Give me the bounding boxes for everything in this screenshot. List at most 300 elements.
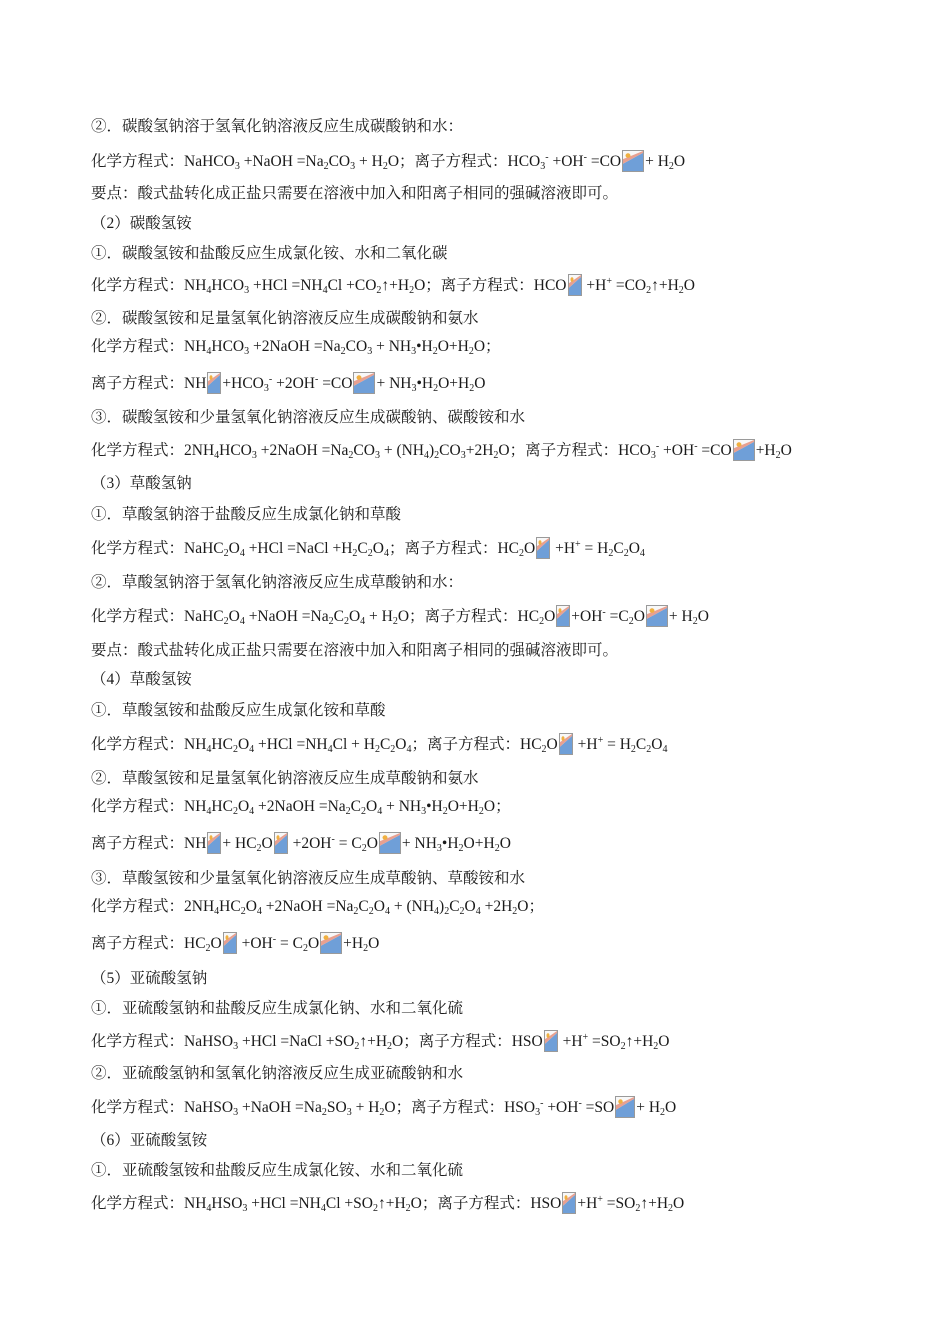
text-segment: 化学方程式：NaHC: [91, 540, 224, 557]
subscript: 2: [668, 161, 674, 172]
text-segment: O: [348, 608, 361, 625]
text-segment: + H: [636, 1099, 661, 1116]
text-line: [91, 640, 618, 662]
subscript: 2: [367, 548, 373, 559]
text-segment: +OH: [543, 1099, 579, 1116]
subscript: 4: [249, 744, 255, 755]
text-segment: O: [395, 736, 407, 753]
text-segment: O: [665, 1099, 677, 1116]
text-segment: O: [780, 442, 792, 459]
subscript: 4: [206, 1203, 212, 1214]
subscript: 2: [232, 744, 238, 755]
text-line: [91, 572, 463, 594]
subscript: 3: [535, 1107, 541, 1118]
subscript: 2: [458, 843, 464, 854]
text-line: [91, 1130, 207, 1152]
subscript: 4: [424, 450, 429, 461]
text-segment: + NH: [376, 375, 412, 392]
superscript: +: [606, 276, 612, 287]
subscript: 4: [662, 744, 668, 755]
text-segment: =CO: [697, 442, 732, 459]
subscript: 4: [322, 285, 328, 296]
text-segment: CO: [439, 442, 461, 459]
subscript: 2: [240, 906, 246, 917]
text-segment: 化学方程式：NaHSO: [91, 1099, 234, 1116]
text-segment: +2OH: [288, 835, 332, 852]
subscript: 2: [409, 285, 415, 296]
text-segment: （5）亚硫酸氢钠: [91, 970, 208, 987]
text-segment: = C: [334, 835, 362, 852]
text-segment: O；离子方程式：HCO: [414, 277, 567, 294]
text-segment: + H: [365, 608, 393, 625]
text-segment: O: [651, 736, 663, 753]
text-segment: •H: [416, 375, 434, 392]
subscript: 2: [646, 285, 652, 296]
text-segment: ①．亚硫酸氢钠和盐酸反应生成氯化钠、水和二氧化硫: [91, 1000, 464, 1017]
subscript: 4: [214, 906, 220, 917]
subscript: 4: [360, 616, 366, 627]
superscript: +: [597, 1194, 603, 1205]
subscript: 2: [205, 943, 211, 954]
superscript: -: [602, 607, 606, 618]
subscript: 2: [442, 806, 448, 817]
text-segment: 离子方程式：HC: [91, 935, 206, 952]
text-line: [91, 1096, 676, 1119]
text-segment: O: [373, 898, 385, 915]
text-segment: Cl +SO: [325, 1195, 373, 1212]
text-segment: 化学方程式：2NH: [91, 898, 215, 915]
text-segment: +HCl =NH: [254, 736, 328, 753]
text-segment: O: [464, 898, 476, 915]
text-segment: +H: [551, 540, 576, 557]
text-segment: O；: [517, 898, 544, 915]
subscript: 4: [327, 744, 333, 755]
text-segment: +H: [582, 277, 607, 294]
subscript: 2: [361, 843, 367, 854]
text-line: [91, 407, 525, 429]
text-segment: + (NH: [389, 898, 435, 915]
broken-image-icon: [207, 832, 221, 854]
subscript: 3: [251, 450, 257, 461]
text-segment: O: [673, 153, 686, 170]
text-segment: HCO: [211, 338, 245, 355]
text-line: [91, 183, 618, 205]
text-segment: ②．草酸氢钠溶于氢氧化钠溶液反应生成草酸钠和水：: [91, 574, 464, 591]
subscript: 2: [469, 383, 475, 394]
subscript: 2: [368, 906, 374, 917]
text-segment: +H: [558, 1033, 583, 1050]
subscript: 2: [653, 1041, 659, 1052]
text-segment: ): [429, 442, 435, 459]
text-segment: +HCO: [222, 375, 264, 392]
subscript: 2: [302, 943, 308, 954]
text-segment: O: [628, 540, 640, 557]
subscript: 2: [630, 744, 636, 755]
subscript: 4: [475, 906, 481, 917]
text-line: [91, 537, 645, 560]
text-segment: =CO: [611, 277, 647, 294]
text-line: [91, 1192, 684, 1215]
subscript: 2: [376, 285, 382, 296]
subscript: 2: [390, 744, 396, 755]
text-segment: O: [683, 277, 695, 294]
text-segment: + H: [668, 608, 693, 625]
broken-image-icon: [353, 372, 375, 394]
text-segment: O: [366, 835, 378, 852]
text-line: [91, 768, 479, 790]
text-segment: ①．草酸氢铵和盐酸反应生成氯化铵和草酸: [91, 702, 386, 719]
subscript: 4: [214, 450, 220, 461]
subscript: 2: [348, 450, 354, 461]
text-segment: O: [245, 898, 257, 915]
text-segment: 要点：酸式盐转化成正盐只需要在溶液中加入和阳离子相同的强碱溶液即可。: [91, 642, 619, 659]
text-segment: O: [524, 540, 536, 557]
subscript: 3: [411, 346, 417, 357]
broken-image-icon: [556, 605, 570, 627]
superscript: -: [655, 441, 660, 452]
text-segment: C: [357, 540, 368, 557]
subscript: 3: [263, 383, 269, 394]
subscript: 2: [354, 1041, 360, 1052]
subscript: 2: [493, 450, 499, 461]
text-segment: O；离子方程式：HCO: [387, 153, 541, 170]
text-segment: ②．碳酸氢铵和足量氢氧化钠溶液反应生成碳酸钠和氨水: [91, 310, 479, 327]
subscript: 4: [206, 285, 212, 296]
subscript: 3: [242, 1203, 248, 1214]
text-segment: O+H: [447, 798, 479, 815]
text-segment: O；离子方程式：HC: [397, 608, 540, 625]
subscript: 2: [361, 806, 367, 817]
subscript: 2: [646, 744, 652, 755]
text-line: [91, 213, 192, 235]
text-line: [91, 504, 401, 526]
subscript: 2: [232, 806, 238, 817]
subscript: 2: [620, 1041, 626, 1052]
text-segment: C: [449, 898, 460, 915]
text-segment: =C: [605, 608, 629, 625]
broken-image-icon: [320, 932, 342, 954]
text-segment: O；: [483, 798, 511, 815]
text-segment: ③．草酸氢铵和少量氢氧化钠溶液反应生成草酸钠、草酸铵和水: [91, 870, 526, 887]
superscript: -: [272, 934, 277, 945]
text-segment: +H: [577, 1195, 598, 1212]
superscript: -: [583, 152, 587, 163]
broken-image-icon: [562, 1192, 576, 1214]
subscript: 2: [392, 616, 398, 627]
text-segment: +2H: [480, 898, 513, 915]
superscript: -: [314, 374, 319, 385]
subscript: 2: [382, 161, 388, 172]
subscript: 4: [239, 548, 245, 559]
text-segment: ①．亚硫酸氢铵和盐酸反应生成氯化铵、水和二氧化硫: [91, 1162, 464, 1179]
superscript: -: [694, 441, 698, 452]
superscript: +: [582, 1032, 589, 1043]
subscript: 4: [206, 346, 212, 357]
text-segment: +2NaOH =Na: [254, 798, 346, 815]
subscript: 3: [650, 450, 656, 461]
text-segment: ↑+H: [381, 277, 410, 294]
subscript: 2: [353, 906, 359, 917]
text-line: [91, 1030, 670, 1053]
text-segment: + NH: [401, 835, 437, 852]
text-line: [91, 243, 448, 265]
subscript: 3: [233, 1107, 239, 1118]
text-segment: C: [613, 540, 624, 557]
text-segment: +NaOH =Na: [244, 608, 329, 625]
text-line: [91, 669, 192, 691]
text-segment: ↑+H: [651, 277, 679, 294]
subscript: 4: [639, 548, 645, 559]
subscript: 2: [372, 1203, 378, 1214]
text-segment: HC: [219, 898, 241, 915]
subscript: 2: [775, 450, 781, 461]
text-segment: 化学方程式：2NH: [91, 442, 215, 459]
subscript: 2: [512, 906, 518, 917]
broken-image-icon: [544, 1030, 558, 1052]
broken-image-icon: [615, 1096, 635, 1118]
text-segment: •H: [441, 835, 459, 852]
text-segment: ): [439, 898, 445, 915]
text-segment: CO: [353, 442, 375, 459]
subscript: 2: [387, 1041, 393, 1052]
text-segment: O: [237, 798, 250, 815]
text-segment: +OH: [548, 153, 584, 170]
text-segment: ↑+H: [625, 1033, 654, 1050]
subscript: 2: [223, 616, 229, 627]
text-segment: 化学方程式：NH: [91, 338, 207, 355]
text-segment: +HCl =NaCl +H: [244, 540, 353, 557]
subscript: 2: [223, 548, 229, 559]
text-segment: ↑+H: [359, 1033, 388, 1050]
text-segment: + H: [355, 153, 383, 170]
text-segment: •H: [416, 338, 433, 355]
text-line: [91, 968, 207, 990]
subscript: 4: [384, 906, 390, 917]
text-line: [91, 1063, 463, 1085]
subscript: 2: [478, 806, 484, 817]
subscript: 2: [692, 616, 698, 627]
text-segment: 要点：酸式盐转化成正盐只需要在溶液中加入和阳离子相同的强碱溶液即可。: [91, 185, 619, 202]
subscript: 2: [519, 548, 525, 559]
text-segment: + H: [645, 153, 669, 170]
subscript: 4: [239, 616, 245, 627]
subscript: 3: [350, 161, 356, 172]
text-segment: O: [210, 935, 222, 952]
text-segment: +H: [343, 935, 364, 952]
text-segment: =CO: [318, 375, 353, 392]
subscript: 2: [374, 744, 380, 755]
text-segment: HCO: [219, 442, 252, 459]
superscript: -: [268, 374, 273, 385]
text-segment: 化学方程式：NaHC: [91, 608, 224, 625]
text-segment: 化学方程式：NH: [91, 798, 207, 815]
subscript: 2: [539, 616, 545, 627]
text-segment: O: [368, 935, 380, 952]
subscript: 4: [406, 744, 412, 755]
text-segment: O: [228, 608, 240, 625]
text-segment: +2H: [465, 442, 494, 459]
text-segment: O；离子方程式：HSO: [410, 1195, 562, 1212]
text-segment: +NaOH =Na: [238, 1099, 322, 1116]
text-segment: ；离子方程式：HC: [411, 736, 542, 753]
text-segment: O: [499, 835, 511, 852]
subscript: 3: [436, 843, 442, 854]
text-segment: 化学方程式：NaHSO: [91, 1033, 234, 1050]
text-segment: O；离子方程式：HSO: [384, 1099, 536, 1116]
subscript: 2: [468, 346, 474, 357]
text-segment: + (NH: [379, 442, 424, 459]
text-segment: O+H: [463, 835, 495, 852]
broken-image-icon: [207, 372, 221, 394]
text-segment: + NH: [372, 338, 412, 355]
subscript: 3: [374, 450, 380, 461]
text-segment: O；: [473, 338, 501, 355]
text-segment: + HC: [222, 835, 257, 852]
text-line: [91, 832, 511, 855]
subscript: 3: [367, 346, 373, 357]
text-segment: ②．亚硫酸氢钠和氢氧化钠溶液反应生成亚硫酸钠和水: [91, 1065, 464, 1082]
text-segment: C: [379, 736, 391, 753]
subscript: 2: [628, 616, 634, 627]
text-segment: O: [237, 736, 250, 753]
subscript: 2: [678, 285, 684, 296]
text-segment: +HCl =NH: [247, 1195, 321, 1212]
subscript: 4: [377, 806, 383, 817]
text-segment: + H: [351, 1099, 380, 1116]
superscript: +: [575, 539, 581, 550]
text-segment: O+H: [437, 338, 469, 355]
text-segment: ↑+H: [377, 1195, 406, 1212]
text-segment: O: [307, 935, 320, 952]
superscript: -: [540, 1098, 544, 1109]
text-segment: =SO: [588, 1033, 621, 1050]
text-segment: +OH: [237, 935, 273, 952]
superscript: -: [545, 152, 549, 163]
subscript: 4: [249, 806, 255, 817]
text-line: [91, 1160, 463, 1182]
text-segment: （2）碳酸氢铵: [91, 215, 192, 232]
subscript: 2: [432, 346, 438, 357]
subscript: 3: [244, 346, 250, 357]
subscript: 3: [346, 1107, 352, 1118]
text-segment: C: [635, 736, 647, 753]
text-segment: 离子方程式：NH: [91, 375, 207, 392]
text-segment: + NH: [382, 798, 422, 815]
subscript: 3: [234, 161, 240, 172]
subscript: 3: [244, 285, 250, 296]
text-line: [91, 605, 709, 628]
text-segment: +HCl =NH: [249, 277, 323, 294]
text-segment: +NaOH =Na: [239, 153, 324, 170]
text-segment: Cl +CO: [327, 277, 377, 294]
subscript: 2: [541, 744, 547, 755]
subscript: 3: [421, 806, 427, 817]
text-line: [91, 896, 544, 918]
text-segment: •H: [426, 798, 443, 815]
subscript: 2: [623, 548, 629, 559]
subscript: 3: [540, 161, 546, 172]
text-segment: ②．草酸氢铵和足量氢氧化钠溶液反应生成草酸钠和氨水: [91, 770, 479, 787]
text-segment: +2NaOH =Na: [256, 442, 349, 459]
subscript: 2: [343, 616, 349, 627]
text-segment: O: [697, 608, 709, 625]
broken-image-icon: [568, 274, 582, 296]
text-line: [91, 372, 485, 395]
subscript: 2: [363, 943, 369, 954]
text-segment: 离子方程式：NH: [91, 835, 207, 852]
text-segment: +H: [573, 736, 598, 753]
superscript: +: [597, 735, 604, 746]
text-segment: O: [658, 1033, 670, 1050]
text-line: [91, 796, 511, 818]
text-segment: HCO: [211, 277, 245, 294]
text-segment: O: [673, 1195, 685, 1212]
broken-image-icon: [223, 932, 237, 954]
text-segment: CO: [328, 153, 351, 170]
text-segment: 化学方程式：NH: [91, 736, 207, 753]
subscript: 4: [434, 906, 440, 917]
text-segment: 化学方程式：NH: [91, 1195, 207, 1212]
text-segment: HC: [211, 736, 233, 753]
text-segment: = H: [580, 540, 609, 557]
subscript: 2: [459, 906, 465, 917]
text-segment: ①．碳酸氢铵和盐酸反应生成氯化铵、水和二氧化碳: [91, 245, 448, 262]
broken-image-icon: [622, 150, 644, 172]
superscript: -: [331, 834, 335, 845]
text-segment: O: [546, 736, 558, 753]
subscript: 4: [206, 806, 212, 817]
text-segment: HC: [211, 798, 233, 815]
broken-image-icon: [379, 832, 401, 854]
subscript: 2: [668, 1203, 674, 1214]
text-segment: ↑+H: [640, 1195, 669, 1212]
broken-image-icon: [559, 733, 573, 755]
text-segment: O: [372, 540, 384, 557]
text-segment: =SO: [581, 1099, 615, 1116]
subscript: 4: [256, 906, 262, 917]
subscript: 2: [405, 1203, 411, 1214]
text-segment: （4）草酸氢铵: [91, 671, 192, 688]
text-segment: +2OH: [272, 375, 315, 392]
text-segment: CO: [345, 338, 368, 355]
subscript: 2: [608, 548, 614, 559]
text-line: [91, 733, 667, 756]
text-segment: ②．碳酸氢钠溶于氢氧化钠溶液反应生成碳酸钠和水：: [91, 118, 464, 135]
text-segment: Cl + H: [332, 736, 375, 753]
text-segment: O: [633, 608, 645, 625]
subscript: 2: [321, 1107, 327, 1118]
text-line: [91, 336, 501, 358]
text-segment: O；离子方程式：HSO: [392, 1033, 543, 1050]
subscript: 2: [340, 346, 346, 357]
subscript: 3: [233, 1041, 239, 1052]
text-line: [91, 150, 685, 173]
text-line: [91, 308, 479, 330]
text-line: [91, 439, 792, 462]
subscript: 2: [444, 906, 450, 917]
text-segment: +HCl =NaCl +SO: [238, 1033, 355, 1050]
text-line: [91, 274, 695, 297]
text-segment: =CO: [586, 153, 622, 170]
text-segment: ①．草酸氢钠溶于盐酸反应生成氯化钠和草酸: [91, 506, 402, 523]
text-segment: O: [228, 540, 240, 557]
subscript: 2: [352, 548, 358, 559]
subscript: 2: [328, 616, 334, 627]
text-segment: O；离子方程式：HCO: [498, 442, 651, 459]
text-line: [91, 473, 192, 495]
text-line: [91, 116, 463, 138]
broken-image-icon: [646, 605, 668, 627]
